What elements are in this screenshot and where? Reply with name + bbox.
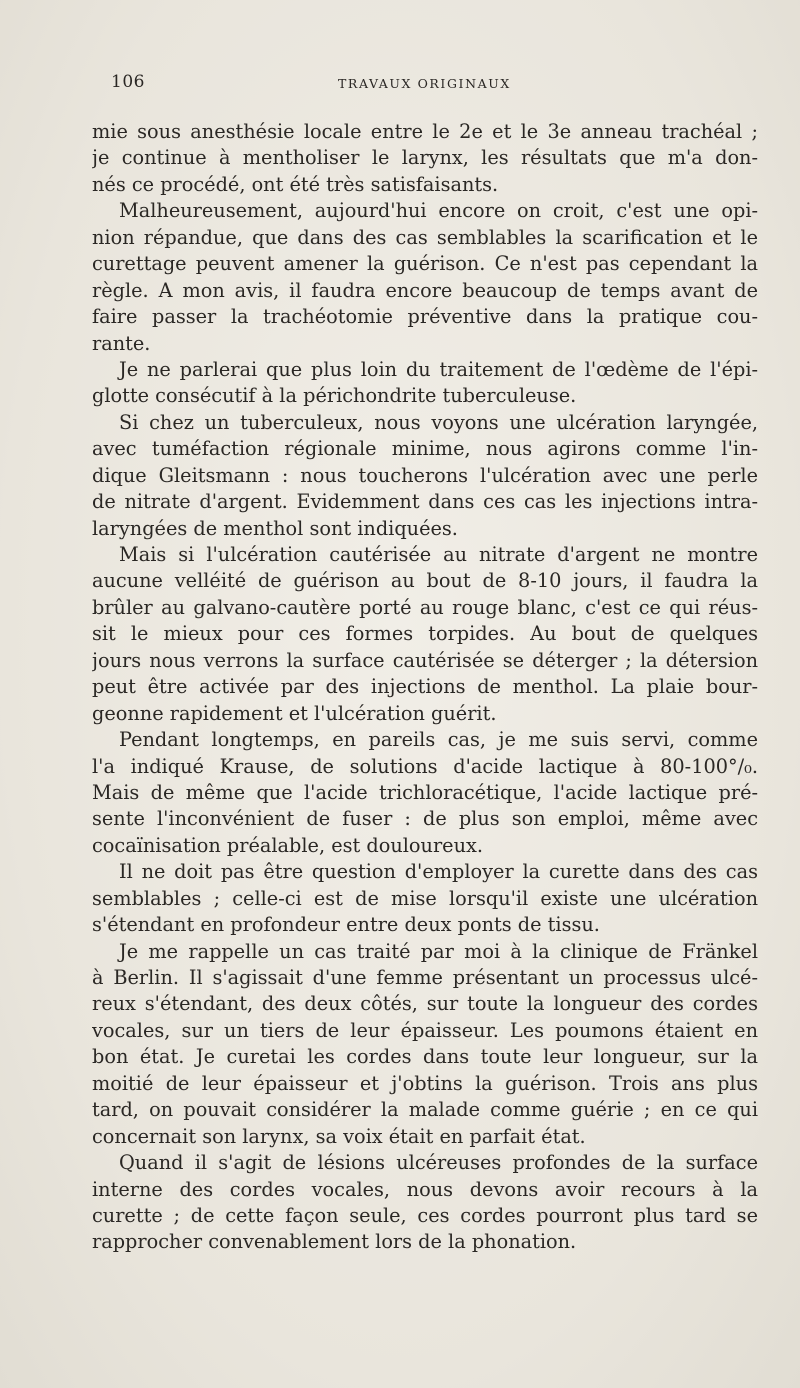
text-line: mie sous anesthésie locale entre le 2e et le 3e anneau trachéal ; <box>92 120 758 143</box>
page-number: 106 <box>111 72 145 92</box>
text-line: avec tuméfaction régionale minime, nous agirons comme l'in- <box>92 437 758 461</box>
text-line: sit le mieux pour ces formes torpides. Au bout de quelques <box>92 622 758 646</box>
text-line: Je me rappelle un cas traité par moi à la clinique de Fränkel <box>119 939 758 963</box>
text-line: curette ; de cette façon seule, ces cordes pourront plus tard se <box>92 1203 758 1227</box>
text-line: semblables ; celle-ci est de mise lorsqu'il existe une ulcération <box>92 886 758 910</box>
text-line: moitié de leur épaisseur et j'obtins la guérison. Trois ans plus <box>92 1071 758 1095</box>
text-line: je continue à mentholiser le larynx, les résultats que m'a don- <box>92 146 758 170</box>
running-title: TRAVAUX ORIGINAUX <box>338 76 511 91</box>
text-line: s'étendant en profondeur entre deux ponts de tissu. <box>92 913 600 937</box>
text-line: nion répandue, que dans des cas semblables la scarification et le <box>92 225 758 249</box>
text-line: nés ce procédé, ont été très satisfaisants. <box>92 172 499 196</box>
text-line: sente l'inconvénient de fuser : de plus son emploi, même avec <box>92 807 758 831</box>
text-line: reux s'étendant, des deux côtés, sur toute la longueur des cordes <box>92 992 758 1016</box>
text-line: Si chez un tuberculeux, nous voyons une ulcération laryngée, <box>119 410 758 434</box>
text-line: Mais de même que l'acide trichloracétique, l'acide lactique pré- <box>92 780 758 804</box>
text-line: jours nous verrons la surface cautérisée se déterger ; la détersion <box>92 648 758 672</box>
text-line: l'a indiqué Krause, de solutions d'acide lactique à 80-100°/₀. <box>92 754 758 778</box>
text-line: geonne rapidement et l'ulcération guérit. <box>92 701 497 725</box>
text-line: Quand il s'agit de lésions ulcéreuses profondes de la surface <box>119 1151 758 1175</box>
text-line: Malheureusement, aujourd'hui encore on croit, c'est une opi- <box>119 199 758 223</box>
text-line: rapprocher convenablement lors de la phonation. <box>92 1230 577 1254</box>
text-line: glotte consécutif à la périchondrite tuberculeuse. <box>92 384 577 408</box>
text-line: rante. <box>92 331 151 355</box>
text-line: Il ne doit pas être question d'employer la curette dans des cas <box>119 860 758 884</box>
text-line: curettage peuvent amener la guérison. Ce n'est pas cependant la <box>92 252 758 276</box>
text-line: de nitrate d'argent. Evidemment dans ces cas les injections intra- <box>92 490 758 514</box>
text-line: interne des cordes vocales, nous devons avoir recours à la <box>92 1177 758 1201</box>
text-line: tard, on pouvait considérer la malade comme guérie ; en ce qui <box>92 1098 758 1122</box>
text-line: bon état. Je curetai les cordes dans toute leur longueur, sur la <box>92 1045 758 1069</box>
text-line: laryngées de menthol sont indiquées. <box>92 516 458 540</box>
text-line: peut être activée par des injections de menthol. La plaie bour- <box>92 675 758 699</box>
body-text <box>92 119 758 1256</box>
text-line: dique Gleitsmann : nous toucherons l'ulcération avec une perle <box>92 463 758 487</box>
text-line: cocaïnisation préalable, est douloureux. <box>92 833 484 857</box>
text-line: concernait son larynx, sa voix était en parfait état. <box>92 1124 586 1148</box>
text-line: Je ne parlerai que plus loin du traitement de l'œdème de l'épi- <box>119 357 758 381</box>
text-line: à Berlin. Il s'agissait d'une femme présentant un processus ulcé- <box>92 966 758 989</box>
text-line: vocales, sur un tiers de leur épaisseur. Les poumons étaient en <box>92 1018 758 1042</box>
text-line: Mais si l'ulcération cautérisée au nitrate d'argent ne montre <box>119 543 758 566</box>
text-line: Pendant longtemps, en pareils cas, je me suis servi, comme <box>119 728 758 752</box>
text-line: brûler au galvano-cautère porté au rouge blanc, c'est ce qui réus- <box>92 595 758 619</box>
text-line: aucune velléité de guérison au bout de 8-10 jours, il faudra la <box>92 569 758 593</box>
text-line: faire passer la trachéotomie préventive dans la pratique cou- <box>92 305 758 329</box>
text-line: règle. A mon avis, il faudra encore beaucoup de temps avant de <box>92 278 758 302</box>
